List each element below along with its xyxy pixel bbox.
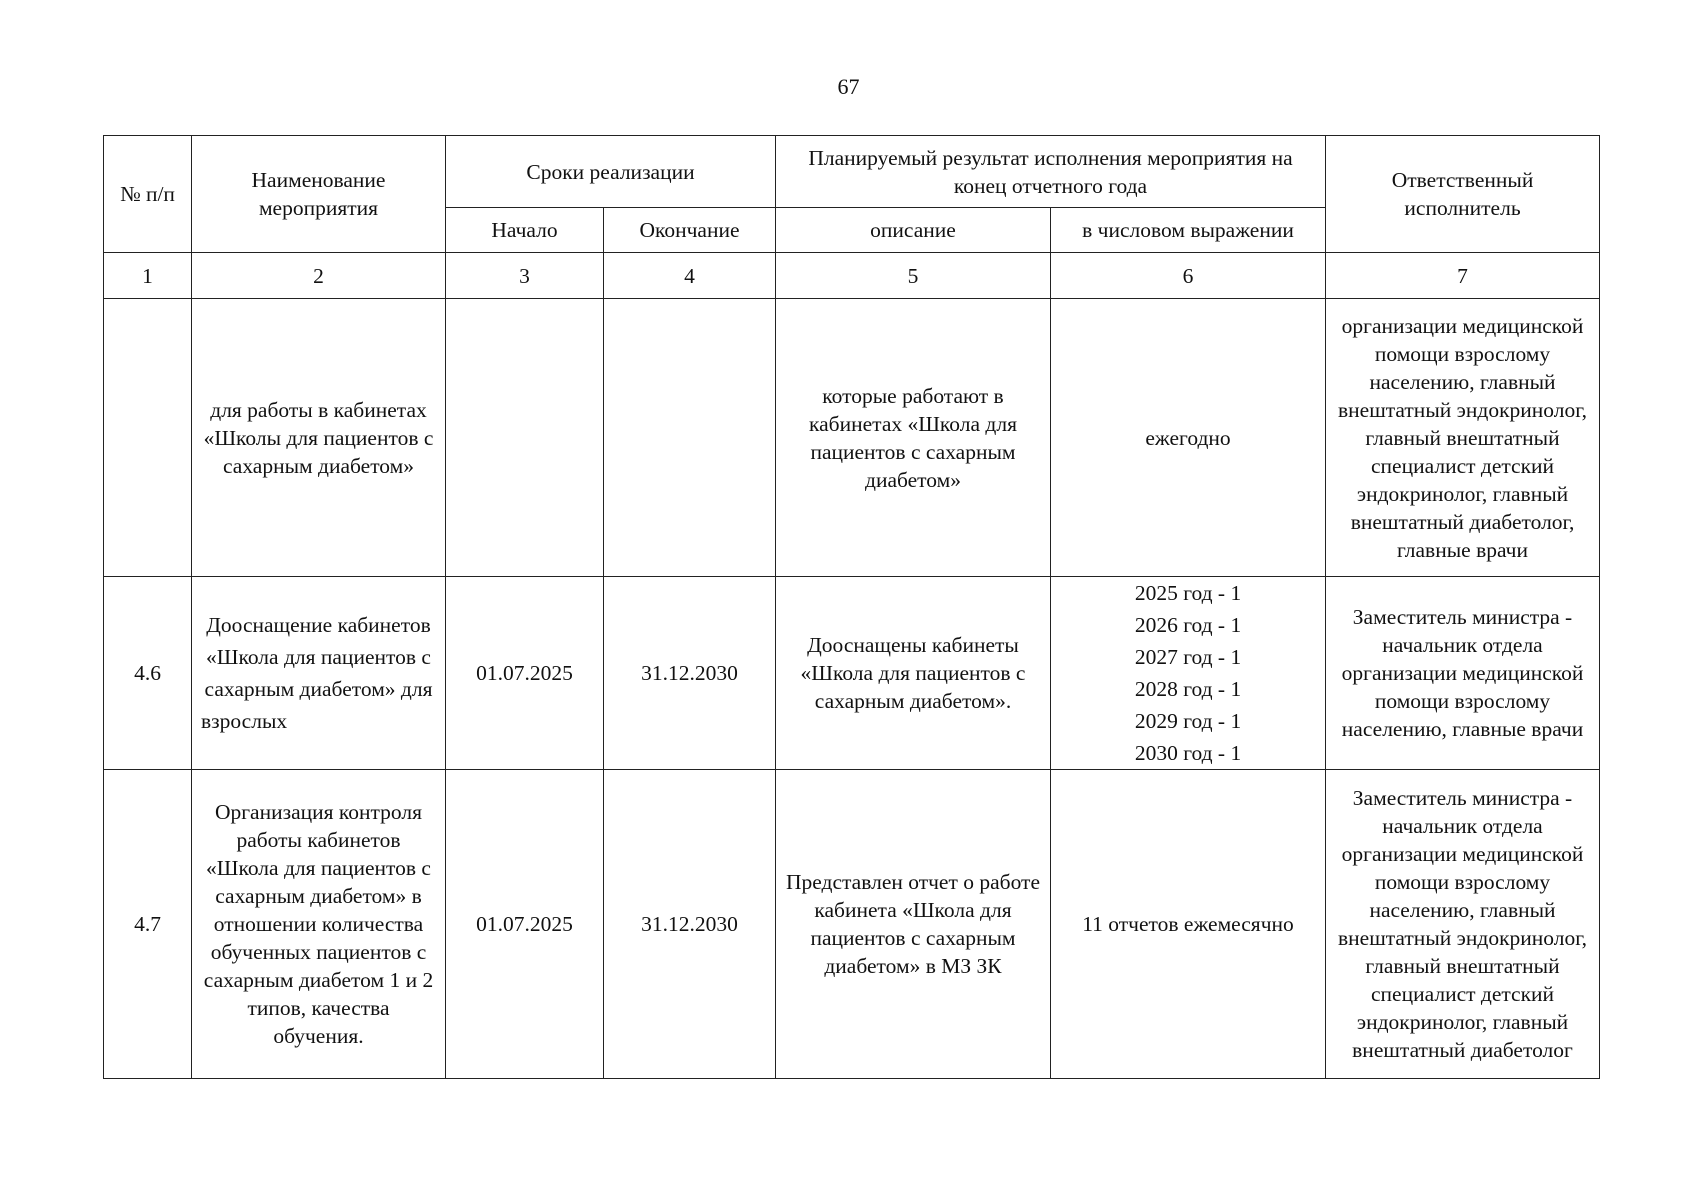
header-start: Начало [446, 208, 604, 253]
column-number: 3 [446, 253, 604, 299]
activities-table [103, 135, 1600, 1079]
column-number: 5 [776, 253, 1051, 299]
responsible-executor: Заместитель министра - начальник отдела организации медицинской помощи взрослому населению, главный внештатный эндокринолог, главный внештатный специалист детский эндокринолог, главный внештатный диабетолог [1326, 770, 1600, 1079]
responsible-executor: организации медицинской помощи взрослому населению, главный внештатный эндокринолог, главный внештатный специалист детский эндокринолог, главный внештатный диабетолог, главные врачи [1326, 299, 1600, 577]
row-number: 4.6 [104, 577, 192, 770]
activity-name: Организация контроля работы кабинетов «Школа для пациентов с сахарным диабетом» в отношении количества обученных пациентов с сахарным диабетом 1 и 2 типов, качества обучения. [192, 770, 446, 1079]
end-date: 31.12.2030 [604, 770, 776, 1079]
column-number: 6 [1051, 253, 1326, 299]
start-date [446, 299, 604, 577]
year-value: 2030 год - 1 [1134, 741, 1242, 765]
year-value: 2028 год - 1 [1134, 677, 1242, 701]
result-value: 11 отчетов ежемесячно [1051, 770, 1326, 1079]
result-description: Дооснащены кабинеты «Школа для пациентов с сахарным диабетом». [776, 577, 1051, 770]
activity-name: для работы в кабинетах «Школы для пациентов с сахарным диабетом» [192, 299, 446, 577]
column-number: 4 [604, 253, 776, 299]
page-number: 67 [837, 74, 860, 99]
result-description: Представлен отчет о работе кабинета «Школа для пациентов с сахарным диабетом» в МЗ ЗК [776, 770, 1051, 1079]
header-description: описание [776, 208, 1051, 253]
year-value: 2029 год - 1 [1134, 709, 1242, 733]
header-value: в числовом выражении [1051, 208, 1326, 253]
table-row [104, 577, 1600, 770]
header-name: Наименование мероприятия [192, 136, 446, 253]
start-date: 01.07.2025 [446, 770, 604, 1079]
yearly-values [1060, 577, 1316, 769]
table-row [104, 770, 1600, 1079]
header-end: Окончание [604, 208, 776, 253]
header-num: № п/п [104, 136, 192, 253]
column-numbering-row [104, 253, 1600, 299]
year-value: 2027 год - 1 [1134, 645, 1242, 669]
column-number: 7 [1326, 253, 1600, 299]
end-date [604, 299, 776, 577]
table-row [104, 299, 1600, 577]
table-body [104, 299, 1600, 1079]
result-value [1051, 577, 1326, 770]
row-number: 4.7 [104, 770, 192, 1079]
column-number: 2 [192, 253, 446, 299]
header-responsible: Ответственный исполнитель [1326, 136, 1600, 253]
year-value: 2025 год - 1 [1134, 581, 1242, 605]
column-number: 1 [104, 253, 192, 299]
row-number [104, 299, 192, 577]
responsible-executor: Заместитель министра - начальник отдела организации медицинской помощи взрослому населению, главные врачи [1326, 577, 1600, 770]
table-header [104, 136, 1600, 299]
start-date: 01.07.2025 [446, 577, 604, 770]
end-date: 31.12.2030 [604, 577, 776, 770]
year-value: 2026 год - 1 [1134, 613, 1242, 637]
result-description: которые работают в кабинетах «Школа для пациентов с сахарным диабетом» [776, 299, 1051, 577]
header-terms: Сроки реализации [446, 136, 776, 208]
header-result: Планируемый результат исполнения мероприятия на конец отчетного года [776, 136, 1326, 208]
activity-name: Дооснащение кабинетов «Школа для пациентов с сахарным диабетом» для взрослых [192, 577, 446, 770]
result-value: ежегодно [1051, 299, 1326, 577]
